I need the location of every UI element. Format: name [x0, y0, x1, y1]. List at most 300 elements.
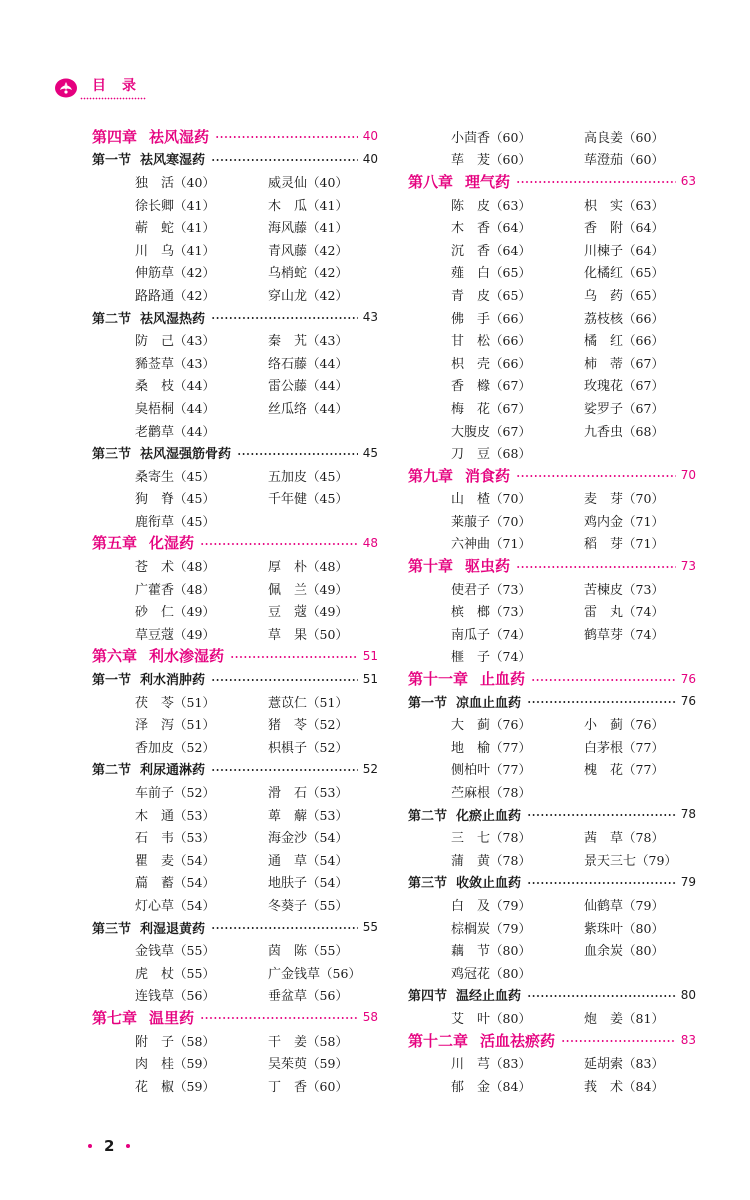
herb-entry	[451, 421, 584, 440]
herb-name: 茵 陈	[268, 944, 308, 960]
section-heading	[408, 803, 696, 826]
herb-name: 泽 泻	[135, 718, 175, 734]
herb-row	[408, 306, 696, 329]
dot-leader	[211, 316, 358, 320]
herb-name: 青 皮	[451, 288, 491, 304]
herb-entry	[135, 963, 268, 982]
herb-page-number: （ 68 ）	[623, 424, 664, 439]
herb-name: 藕 节	[451, 944, 491, 960]
herb-page-number: （ 41 ）	[174, 198, 215, 213]
section-number: 第三节	[92, 447, 132, 463]
herb-page-number: （ 60 ）	[623, 152, 664, 167]
herb-entry	[451, 827, 584, 846]
herb-page-number: （ 84 ）	[623, 1079, 664, 1094]
herb-row	[408, 238, 696, 261]
herb-name: 茯 苓	[135, 695, 175, 711]
herb-row	[92, 577, 378, 600]
herb-page-number: （ 41 ）	[174, 243, 215, 258]
herb-entry	[135, 172, 268, 191]
herb-entry	[135, 714, 268, 733]
herb-name: 雷 丸	[584, 605, 624, 621]
dot-leader	[561, 1039, 676, 1043]
herb-name: 薤 白	[451, 266, 491, 282]
herb-name: 玫瑰花	[584, 379, 624, 395]
section-page-number: 79	[680, 874, 696, 889]
herb-entry	[135, 624, 268, 643]
herb-page-number: （ 76 ）	[490, 717, 531, 732]
herb-entry	[584, 398, 664, 417]
herb-entry	[451, 488, 584, 507]
chapter-title: 温里药	[149, 1008, 195, 1027]
herb-entry	[135, 195, 268, 214]
herb-row	[408, 577, 696, 600]
herb-page-number: （ 80 ）	[623, 943, 664, 958]
chapter-page-number: 48	[362, 535, 378, 550]
herb-page-number: （ 54 ）	[307, 875, 348, 890]
herb-page-number: （ 71 ）	[623, 536, 664, 551]
herb-page-number: （ 80 ）	[490, 966, 531, 981]
herb-entry	[135, 240, 268, 259]
herb-entry	[268, 872, 348, 891]
section-number: 第二节	[408, 808, 448, 824]
herb-entry	[268, 398, 348, 417]
herb-page-number: （ 66 ）	[490, 333, 531, 348]
herb-row	[408, 125, 696, 148]
section-page-number: 52	[362, 761, 378, 776]
herb-entry	[451, 398, 584, 417]
herb-entry	[584, 330, 664, 349]
herb-page-number: （ 60 ）	[490, 130, 531, 145]
chapter-heading	[408, 1029, 696, 1052]
herb-entry	[135, 850, 268, 869]
herb-row	[92, 622, 378, 645]
herb-page-number: （ 42 ）	[174, 288, 215, 303]
chapter-heading	[92, 532, 378, 555]
herb-name: 干 姜	[268, 1034, 308, 1050]
herb-row	[408, 712, 696, 735]
herb-row	[408, 1051, 696, 1074]
herb-entry	[584, 217, 664, 236]
herb-entry	[584, 127, 664, 146]
herb-page-number: （ 79 ）	[490, 898, 531, 913]
herb-name: 徐长卿	[135, 198, 175, 214]
herb-name: 防 己	[135, 334, 175, 350]
herb-page-number: （ 40 ）	[307, 175, 348, 190]
herb-page-number: （ 77 ）	[490, 740, 531, 755]
herb-entry	[584, 533, 664, 552]
herb-page-number: （ 53 ）	[174, 808, 215, 823]
herb-name: 大腹皮	[451, 424, 491, 440]
herb-name: 灯心草	[135, 898, 175, 914]
section-number: 第四节	[408, 989, 448, 1005]
herb-row	[408, 193, 696, 216]
chapter-heading	[408, 464, 696, 487]
herb-entry	[451, 1053, 584, 1072]
herb-page-number: （ 67 ）	[623, 356, 664, 371]
herb-entry	[584, 714, 664, 733]
herb-page-number: （ 74 ）	[490, 627, 531, 642]
herb-name: 鹤草芽	[584, 627, 624, 643]
herb-entry	[451, 533, 584, 552]
herb-row	[408, 916, 696, 939]
herb-page-number: （ 42 ）	[307, 265, 348, 280]
herb-page-number: （ 81 ）	[623, 1011, 664, 1026]
herb-page-number: （ 48 ）	[174, 559, 215, 574]
chapter-heading	[408, 170, 696, 193]
herb-row	[92, 238, 378, 261]
herb-page-number: （ 45 ）	[174, 469, 215, 484]
herb-entry	[268, 714, 348, 733]
herb-entry	[135, 421, 268, 440]
herb-entry	[451, 759, 584, 778]
herb-entry	[135, 556, 268, 575]
herb-page-number: （ 66 ）	[623, 311, 664, 326]
herb-page-number: （ 83 ）	[490, 1056, 531, 1071]
herb-name: 大 蓟	[451, 718, 491, 734]
chapter-title: 利水渗湿药	[149, 647, 225, 666]
herb-entry	[268, 375, 348, 394]
herb-entry	[584, 511, 664, 530]
herb-row	[408, 825, 696, 848]
herb-name: 榧 子	[451, 650, 491, 666]
herb-page-number: （ 58 ）	[174, 1034, 215, 1049]
herb-name: 紫珠叶	[584, 921, 624, 937]
herb-row	[408, 283, 696, 306]
herb-page-number: （ 80 ）	[490, 1011, 531, 1026]
herb-entry	[268, 601, 348, 620]
herb-row	[92, 848, 378, 871]
herb-entry	[135, 217, 268, 236]
herb-page-number: （ 76 ）	[623, 717, 664, 732]
herb-name: 吴茱萸	[268, 1057, 308, 1073]
herb-page-number: （ 44 ）	[174, 424, 215, 439]
herb-entry	[268, 217, 348, 236]
herb-page-number: （ 59 ）	[174, 1079, 215, 1094]
chapter-number: 第八章	[408, 172, 454, 191]
herb-entry	[135, 601, 268, 620]
herb-page-number: （ 64 ）	[490, 220, 531, 235]
section-title: 收敛止血药	[456, 876, 522, 892]
herb-name: 臭梧桐	[135, 401, 175, 417]
herb-entry	[135, 805, 268, 824]
chapter-title: 化湿药	[149, 534, 195, 553]
herb-page-number: （ 54 ）	[174, 898, 215, 913]
herb-entry	[451, 443, 584, 462]
herb-entry	[451, 330, 584, 349]
section-page-number: 55	[362, 920, 378, 935]
section-title: 祛风湿热药	[140, 311, 206, 327]
herb-entry	[584, 601, 664, 620]
dot-leader	[211, 678, 358, 682]
herb-page-number: （ 42 ）	[307, 243, 348, 258]
section-heading	[92, 667, 378, 690]
herb-name: 血余炭	[584, 944, 624, 960]
herb-entry	[451, 285, 584, 304]
herb-entry	[268, 692, 348, 711]
herb-row	[92, 825, 378, 848]
herb-name: 猪 苓	[268, 718, 308, 734]
section-heading	[92, 148, 378, 171]
herb-entry	[135, 375, 268, 394]
chapter-page-number: 51	[362, 648, 378, 663]
herb-page-number: （ 54 ）	[307, 830, 348, 845]
herb-name: 地肤子	[268, 876, 308, 892]
herb-entry	[268, 556, 348, 575]
herb-page-number: （ 49 ）	[307, 604, 348, 619]
herb-name: 槐 花	[584, 763, 624, 779]
section-title: 祛风寒湿药	[140, 153, 206, 169]
herb-entry	[268, 579, 348, 598]
herb-entry	[268, 172, 348, 191]
herb-entry	[584, 262, 664, 281]
herb-row	[408, 961, 696, 984]
herb-entry	[268, 850, 348, 869]
herb-entry	[135, 737, 268, 756]
herb-page-number: （ 78 ）	[490, 785, 531, 800]
herb-page-number: （ 83 ）	[623, 1056, 664, 1071]
herb-name: 侧柏叶	[451, 763, 491, 779]
herb-page-number: （ 45 ）	[307, 469, 348, 484]
chapter-heading	[92, 645, 378, 668]
herb-page-number: （ 44 ）	[307, 401, 348, 416]
herb-entry	[584, 918, 664, 937]
section-number: 第二节	[92, 763, 132, 779]
herb-row	[92, 1074, 378, 1097]
herb-name: 桑 枝	[135, 379, 175, 395]
herb-page-number: （ 54 ）	[174, 853, 215, 868]
herb-row	[92, 1029, 378, 1052]
dot-leader	[527, 881, 676, 885]
herb-page-number: （ 41 ）	[307, 220, 348, 235]
herb-page-number: （ 73 ）	[490, 604, 531, 619]
herb-entry	[135, 692, 268, 711]
herb-name: 蒲 黄	[451, 853, 491, 869]
herb-page-number: （ 73 ）	[623, 582, 664, 597]
herb-page-number: （ 67 ）	[490, 401, 531, 416]
chapter-number: 第十章	[408, 557, 454, 576]
dot-leader	[211, 158, 358, 162]
dot-leader	[516, 565, 676, 569]
herb-page-number: （ 66 ）	[623, 333, 664, 348]
herb-name: 佛 手	[451, 311, 491, 327]
herb-entry	[584, 1008, 664, 1027]
herb-row	[408, 1074, 696, 1097]
herb-page-number: （ 53 ）	[307, 785, 348, 800]
dot-leader	[516, 180, 676, 184]
herb-row	[92, 464, 378, 487]
header-dotted-rule	[80, 97, 146, 100]
section-heading	[92, 441, 378, 464]
herb-entry	[584, 240, 664, 259]
herb-name: 丁 香	[268, 1079, 308, 1095]
section-page-number: 45	[362, 445, 378, 460]
herb-page-number: （ 43 ）	[174, 356, 215, 371]
herb-page-number: （ 55 ）	[307, 943, 348, 958]
herb-entry	[451, 963, 584, 982]
herb-entry	[268, 262, 348, 281]
herb-page-number: （ 65 ）	[490, 265, 531, 280]
herb-row	[408, 758, 696, 781]
herb-name: 老鹳草	[135, 424, 175, 440]
herb-page-number: （ 53 ）	[307, 808, 348, 823]
herb-entry	[135, 398, 268, 417]
herb-entry	[135, 782, 268, 801]
herb-entry	[135, 466, 268, 485]
herb-entry	[135, 827, 268, 846]
herb-row	[408, 396, 696, 419]
herb-page-number: （ 71 ）	[490, 536, 531, 551]
herb-entry	[451, 918, 584, 937]
herb-entry	[268, 624, 348, 643]
dot-leader	[230, 655, 358, 659]
herb-page-number: （ 55 ）	[307, 898, 348, 913]
herb-page-number: （ 44 ）	[174, 401, 215, 416]
herb-row	[92, 328, 378, 351]
herb-name: 丝瓜络	[268, 401, 308, 417]
herb-page-number: （ 43 ）	[307, 333, 348, 348]
herb-entry	[451, 940, 584, 959]
herb-entry	[135, 285, 268, 304]
herb-name: 小茴香	[451, 130, 491, 146]
chapter-heading	[92, 1006, 378, 1029]
herb-page-number: （ 71 ）	[623, 514, 664, 529]
section-page-number: 43	[362, 310, 378, 325]
dot-leader	[200, 542, 358, 546]
herb-name: 茜 草	[584, 831, 624, 847]
herb-name: 伸筋草	[135, 266, 175, 282]
herb-entry	[135, 940, 268, 959]
herb-entry	[135, 872, 268, 891]
herb-name: 柿 蒂	[584, 356, 624, 372]
herb-page-number: （ 40 ）	[174, 175, 215, 190]
herb-row	[408, 599, 696, 622]
herb-name: 炮 姜	[584, 1011, 624, 1027]
herb-name: 通 草	[268, 853, 308, 869]
herb-name: 瞿 麦	[135, 853, 175, 869]
herb-entry	[268, 782, 348, 801]
herb-page-number: （ 63 ）	[623, 198, 664, 213]
herb-entry	[268, 285, 348, 304]
herb-name: 鹿衔草	[135, 514, 175, 530]
herb-entry	[268, 895, 348, 914]
section-page-number: 76	[680, 694, 696, 709]
herb-row	[408, 215, 696, 238]
herb-entry	[268, 985, 348, 1004]
herb-name: 木 瓜	[268, 198, 308, 214]
herb-name: 肉 桂	[135, 1057, 175, 1073]
chapter-title: 止血药	[480, 670, 526, 689]
herb-page-number: （ 52 ）	[307, 717, 348, 732]
herb-name: 乌梢蛇	[268, 266, 308, 282]
chapter-page-number: 76	[680, 671, 696, 686]
herb-name: 使君子	[451, 582, 491, 598]
herb-entry	[451, 375, 584, 394]
herb-entry	[135, 330, 268, 349]
herb-entry	[584, 827, 664, 846]
herb-row	[408, 328, 696, 351]
herb-page-number: （ 77 ）	[623, 740, 664, 755]
herb-row	[408, 509, 696, 532]
herb-entry	[451, 782, 584, 801]
herb-page-number: （ 77 ）	[490, 762, 531, 777]
herb-page-number: （ 79 ）	[636, 853, 677, 868]
herb-name: 络石藤	[268, 356, 308, 372]
herb-page-number: （ 56 ）	[320, 966, 361, 981]
herb-row	[408, 735, 696, 758]
herb-name: 川 乌	[135, 243, 175, 259]
herb-page-number: （ 78 ）	[490, 853, 531, 868]
herb-name: 垂盆草	[268, 989, 308, 1005]
herb-entry	[451, 127, 584, 146]
section-page-number: 78	[680, 807, 696, 822]
herb-entry	[584, 488, 664, 507]
herb-entry	[268, 353, 348, 372]
herb-page-number: （ 52 ）	[174, 785, 215, 800]
herb-page-number: （ 51 ）	[307, 695, 348, 710]
herb-page-number: （ 73 ）	[490, 582, 531, 597]
herb-entry	[135, 579, 268, 598]
herb-page-number: （ 51 ）	[174, 695, 215, 710]
herb-name: 广藿香	[135, 582, 175, 598]
herb-row	[92, 599, 378, 622]
herb-name: 狗 脊	[135, 492, 175, 508]
herb-row	[408, 374, 696, 397]
herb-entry	[268, 330, 348, 349]
herb-page-number: （ 68 ）	[490, 446, 531, 461]
herb-name: 砂 仁	[135, 605, 175, 621]
herb-page-number: （ 66 ）	[490, 311, 531, 326]
herb-name: 枳 壳	[451, 356, 491, 372]
chapter-number: 第九章	[408, 466, 454, 485]
herb-row	[92, 374, 378, 397]
herb-page-number: （ 74 ）	[490, 649, 531, 664]
dot-leader	[516, 474, 676, 478]
herb-name: 冬葵子	[268, 898, 308, 914]
herb-name: 景天三七	[584, 853, 637, 869]
chapter-page-number: 70	[680, 468, 696, 483]
chapter-number: 第十二章	[408, 1031, 469, 1050]
herb-entry	[584, 375, 664, 394]
herb-name: 高良姜	[584, 130, 624, 146]
toc-column-right	[408, 125, 696, 1097]
herb-entry	[268, 1053, 348, 1072]
herb-entry	[451, 714, 584, 733]
herb-name: 苍 术	[135, 560, 175, 576]
herb-page-number: （ 67 ）	[623, 401, 664, 416]
herb-entry	[584, 579, 664, 598]
chapter-title: 理气药	[465, 172, 511, 191]
herb-name: 石 韦	[135, 831, 175, 847]
herb-name: 香加皮	[135, 740, 175, 756]
herb-row	[92, 893, 378, 916]
herb-name: 鸡内金	[584, 514, 624, 530]
section-title: 化瘀止血药	[456, 808, 522, 824]
herb-entry	[135, 511, 268, 530]
herb-name: 香 橼	[451, 379, 491, 395]
page-footer	[88, 1136, 130, 1156]
herb-page-number: （ 79 ）	[623, 898, 664, 913]
herb-page-number: （ 42 ）	[307, 288, 348, 303]
herb-row	[92, 509, 378, 532]
section-page-number: 80	[680, 987, 696, 1002]
herb-entry	[451, 601, 584, 620]
herb-row	[92, 712, 378, 735]
herb-name: 地 榆	[451, 740, 491, 756]
herb-name: 沉 香	[451, 243, 491, 259]
herb-entry	[268, 1076, 348, 1095]
herb-page-number: （ 45 ）	[307, 491, 348, 506]
herb-page-number: （ 43 ）	[174, 333, 215, 348]
